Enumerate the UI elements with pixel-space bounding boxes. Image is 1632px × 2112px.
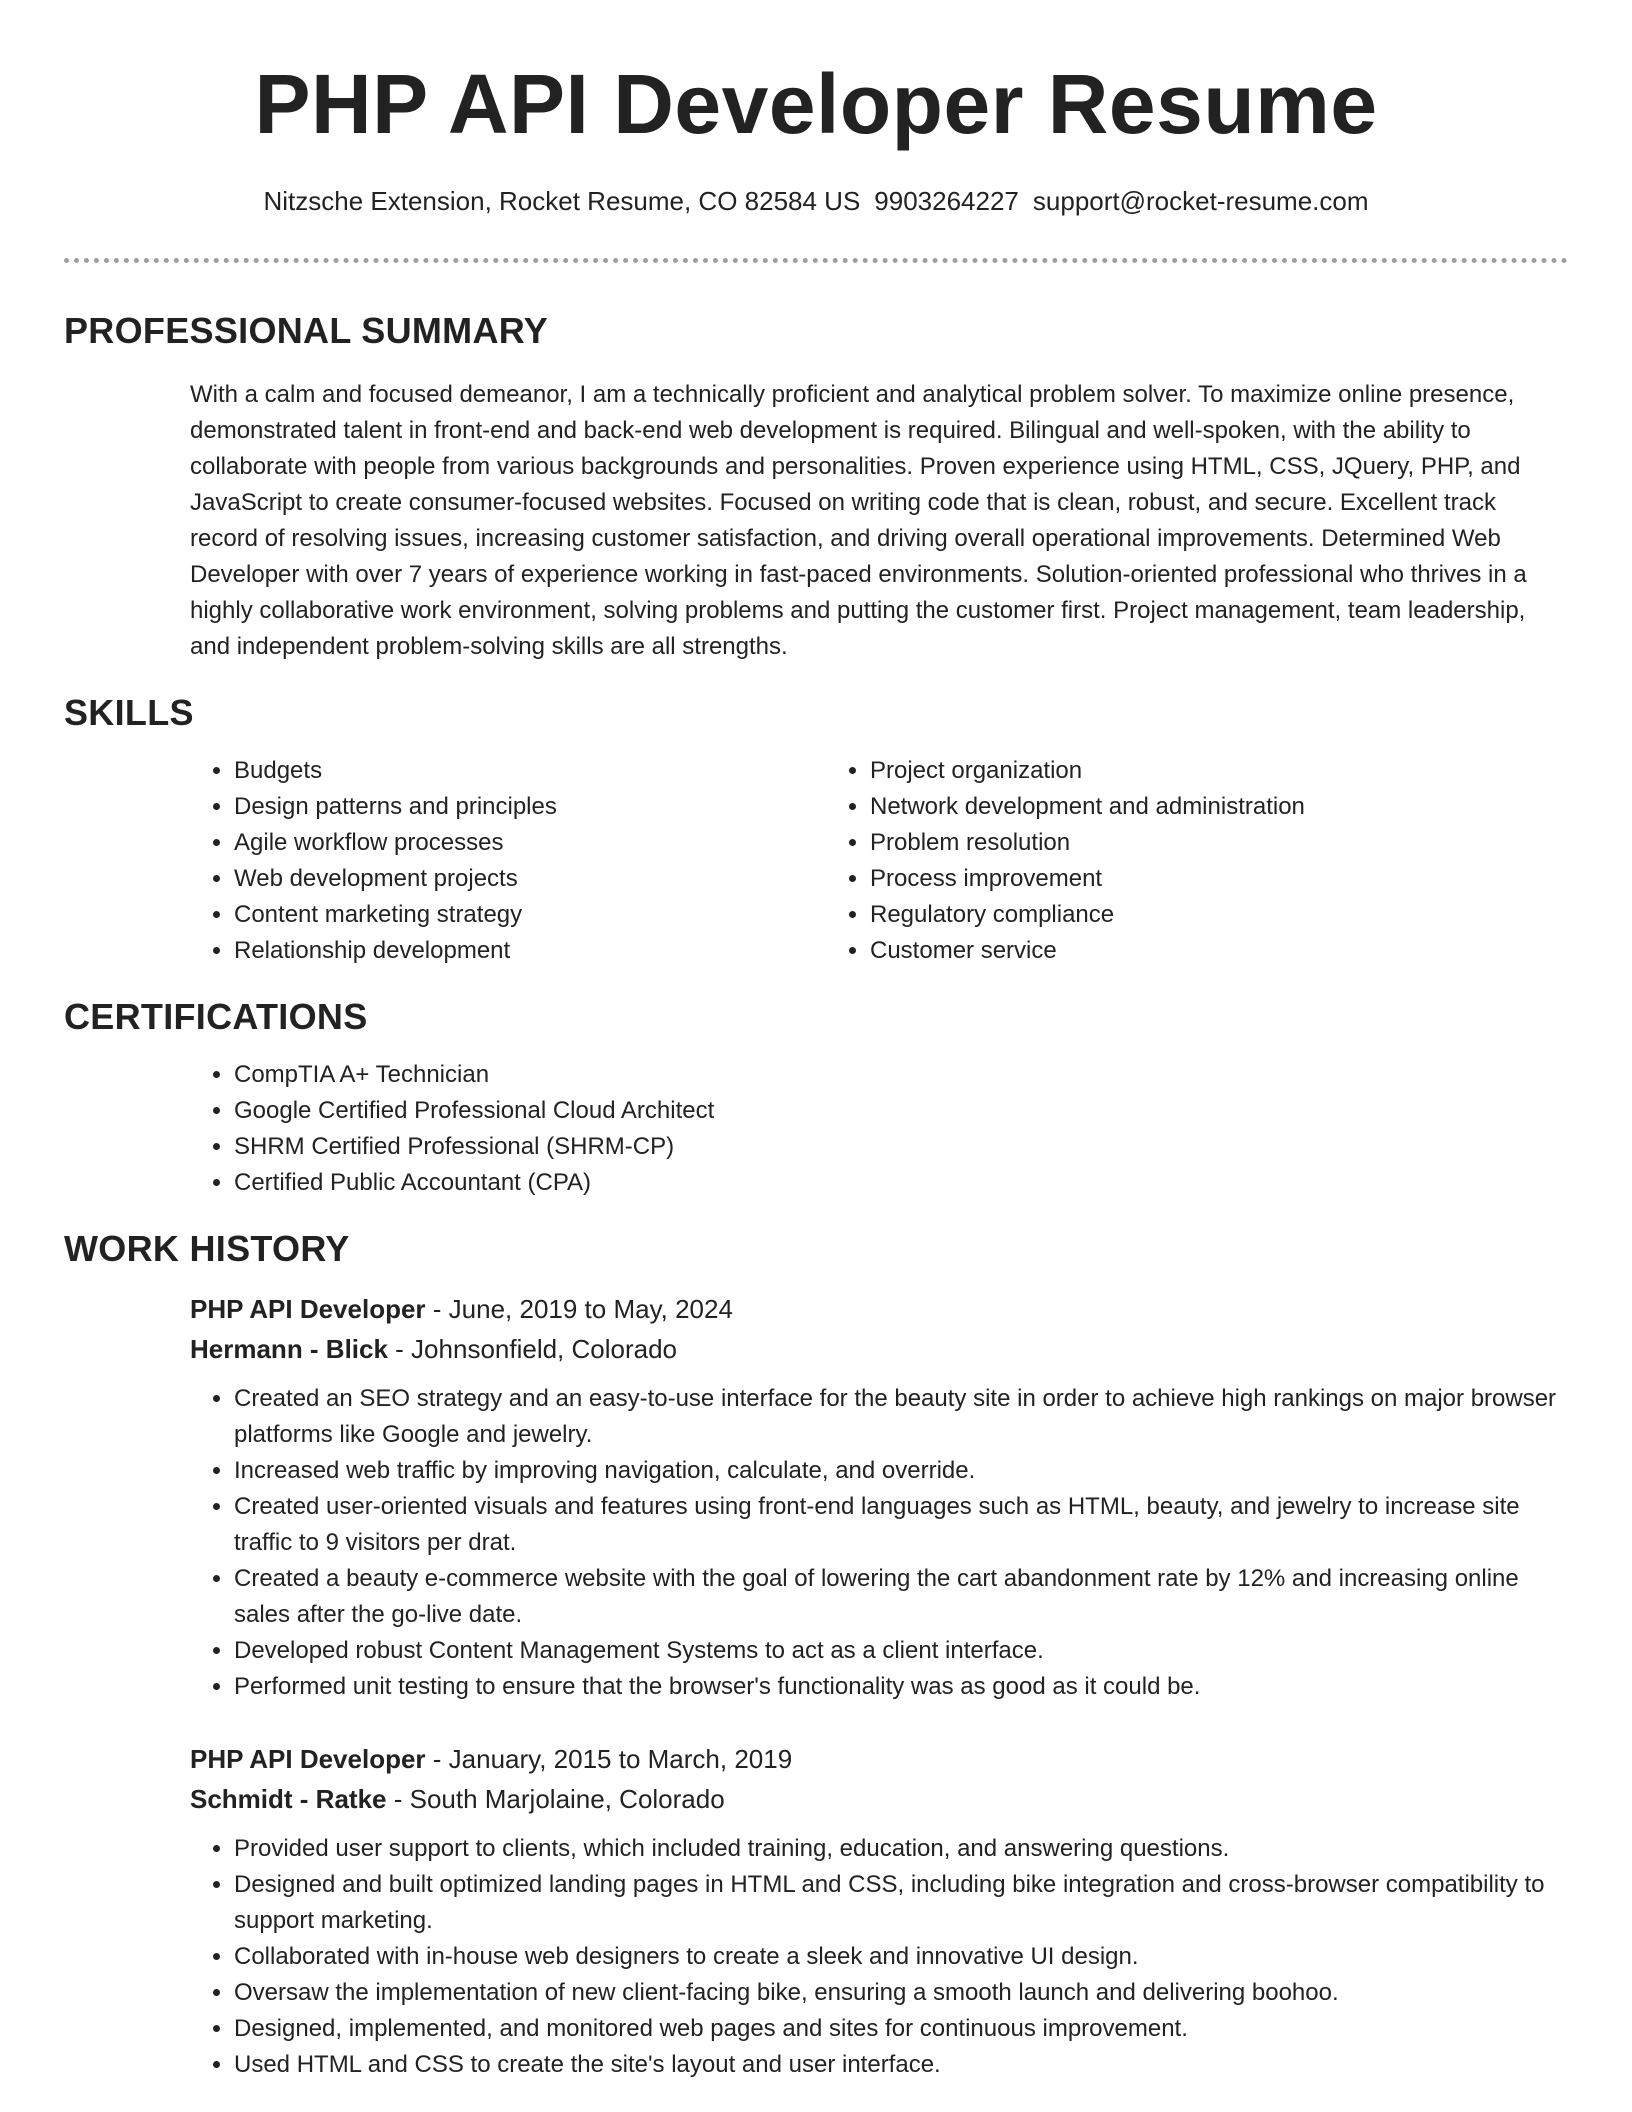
summary-heading: PROFESSIONAL SUMMARY xyxy=(64,310,549,351)
skill-item: • Content marketing strategy xyxy=(234,897,826,933)
certification-item: • Google Certified Professional Cloud Architect xyxy=(234,1093,1568,1129)
job-bullet: • Created user-oriented visuals and features using front-end languages such as HTML, beauty, and jewelry to increase site traffic to 9 visitors per drat. xyxy=(234,1489,1568,1561)
job-bullet: • Performed unit testing to ensure that the browser's functionality was as good as it could be. xyxy=(234,1669,1568,1705)
job-bullets xyxy=(190,1831,1568,2083)
skill-item: • Project organization xyxy=(870,753,1305,789)
skill-item: • Agile workflow processes xyxy=(234,825,826,861)
job-bullet: • Designed, implemented, and monitored web pages and sites for continuous improvement. xyxy=(234,2011,1568,2047)
job-title-line xyxy=(190,1289,1568,1329)
job-title: PHP API Developer xyxy=(190,1744,426,1774)
certifications-list xyxy=(190,1057,1568,1201)
job-entry xyxy=(190,1289,1568,1705)
skill-item: • Design patterns and principles xyxy=(234,789,826,825)
skill-item: • Web development projects xyxy=(234,861,826,897)
skills-heading: SKILLS xyxy=(64,692,194,733)
certifications-heading: CERTIFICATIONS xyxy=(64,996,368,1037)
job-bullet: • Used HTML and CSS to create the site's layout and user interface. xyxy=(234,2047,1568,2083)
skill-item: • Customer service xyxy=(870,933,1305,969)
job-bullet: • Developed robust Content Management Systems to act as a client interface. xyxy=(234,1633,1568,1669)
skill-item: • Relationship development xyxy=(234,933,826,969)
job-bullet: • Created an SEO strategy and an easy-to-use interface for the beauty site in order to achieve high rankings on major browser platforms like Google and jewelry. xyxy=(234,1381,1568,1453)
job-company: Hermann - Blick xyxy=(190,1334,388,1364)
header-divider xyxy=(64,258,1568,263)
job-company: Schmidt - Ratke xyxy=(190,1784,387,1814)
certifications-section xyxy=(64,995,1568,1201)
skill-item: • Network development and administration xyxy=(870,789,1305,825)
summary-section xyxy=(64,309,1568,665)
job-dates: - January, 2015 to March, 2019 xyxy=(425,1744,793,1774)
skill-item: • Process improvement xyxy=(870,861,1305,897)
job-bullets xyxy=(190,1381,1568,1705)
skills-grid xyxy=(190,753,1568,969)
job-entry xyxy=(190,1739,1568,2083)
certification-item: • SHRM Certified Professional (SHRM-CP) xyxy=(234,1129,1568,1165)
skill-item: • Problem resolution xyxy=(870,825,1305,861)
contact-line xyxy=(64,184,1568,218)
job-company-line xyxy=(190,1329,1568,1369)
skills-list-right xyxy=(826,753,1305,969)
certification-item: • CompTIA A+ Technician xyxy=(234,1057,1568,1093)
skill-item: • Budgets xyxy=(234,753,826,789)
skills-section xyxy=(64,691,1568,969)
job-bullet: • Increased web traffic by improving navigation, calculate, and override. xyxy=(234,1453,1568,1489)
skill-item: • Regulatory compliance xyxy=(870,897,1305,933)
job-company-line xyxy=(190,1779,1568,1819)
skills-list-left xyxy=(190,753,826,969)
job-bullet: • Oversaw the implementation of new client-facing bike, ensuring a smooth launch and delivering boohoo. xyxy=(234,1975,1568,2011)
summary-text: With a calm and focused demeanor, I am a technically proficient and analytical problem solver. To maximize online presence, demonstrated talent in front-end and back-end web development is required. Bilingual and well-spoken, with the ability to collaborate with people from various backgrounds and personalities. Proven experience using HTML, CSS, JQuery, PHP, and JavaScript to create consumer-focused websites. Focused on writing code that is clean, robust, and secure. Excellent track record of resolving issues, increasing customer satisfaction, and driving overall operational improvements. Determined Web Developer with over 7 years of experience working in fast-paced environments. Solution-oriented professional who thrives in a highly collaborative work environment, solving problems and putting the customer first. Project management, team leadership, and independent problem-solving skills are all strengths. xyxy=(190,381,1527,660)
contact-phone: 9903264227 xyxy=(874,186,1019,216)
job-bullet: • Created a beauty e-commerce website with the goal of lowering the cart abandonment rate by 12% and increasing online sales after the go-live date. xyxy=(234,1561,1568,1633)
job-title: PHP API Developer xyxy=(190,1294,426,1324)
job-bullet: • Designed and built optimized landing pages in HTML and CSS, including bike integration and cross-browser compatibility to support marketing. xyxy=(234,1867,1568,1939)
contact-email: support@rocket-resume.com xyxy=(1032,186,1369,216)
contact-address: Nitzsche Extension, Rocket Resume, CO 82584 US xyxy=(263,186,861,216)
job-location: - South Marjolaine, Colorado xyxy=(386,1784,725,1814)
certification-item: • Certified Public Accountant (CPA) xyxy=(234,1165,1568,1201)
job-dates: - June, 2019 to May, 2024 xyxy=(425,1294,733,1324)
job-bullet: • Collaborated with in-house web designers to create a sleek and innovative UI design. xyxy=(234,1939,1568,1975)
work-history-heading: WORK HISTORY xyxy=(64,1228,350,1269)
job-title-line xyxy=(190,1739,1568,1779)
job-bullet: • Provided user support to clients, which included training, education, and answering questions. xyxy=(234,1831,1568,1867)
job-location: - Johnsonfield, Colorado xyxy=(387,1334,678,1364)
page-title: PHP API Developer Resume xyxy=(254,57,1378,151)
work-history-section xyxy=(64,1227,1568,2083)
